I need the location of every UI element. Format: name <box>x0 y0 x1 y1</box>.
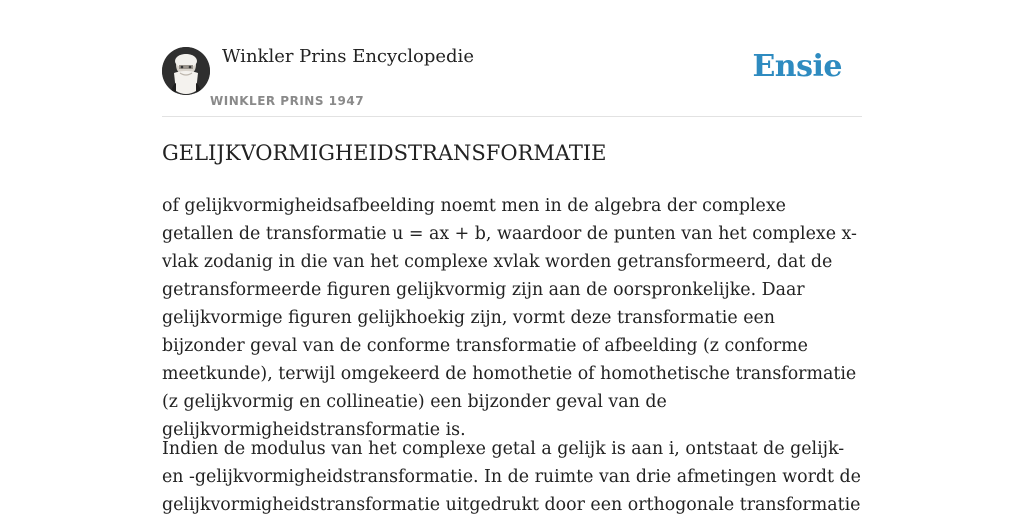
article-page <box>162 0 862 515</box>
article-paragraph-2: Indien de modulus van het complexe getal a gelijk is aan i, ontstaat de gelijk-en -gelijkvormigheidstransformatie. In de ruimte van drie afmetingen wordt de gelijkvormigheidstransformatie uitgedrukt door een orthogonale transformatie <box>162 439 861 515</box>
source-title[interactable]: Winkler Prins Encyclopedie <box>222 46 474 67</box>
avatar[interactable] <box>162 47 210 95</box>
article-paragraph-1: of gelijkvormigheidsafbeelding noemt men in de algebra der complexe getallen de transformatie u = ax + b, waardoor de punten van het complexe x-vlak zodanig in die van het complexe xvlak worden getransformeerd, dat de getransformeerde figuren gelijkvormig zijn aan de oorspronkelijke. Daar gelijkvormige figuren gelijkhoekig zijn, vormt deze transformatie een bijzonder geval van de conforme transformatie of afbeelding (z conforme meetkunde), terwijl omgekeerd de homothetie of homothetische transformatie (z gelijkvormig en collineatie) een bijzonder geval van de gelijkvormigheidstransformatie is. <box>162 196 857 440</box>
source-header <box>162 0 862 117</box>
article-title: GELIJKVORMIGHEIDSTRANSFORMATIE <box>162 141 607 165</box>
ensie-logo[interactable]: Ensie <box>752 49 842 84</box>
source-subtitle[interactable]: WINKLER PRINS 1947 <box>210 94 365 108</box>
bearded-man-portrait-icon <box>162 47 210 95</box>
